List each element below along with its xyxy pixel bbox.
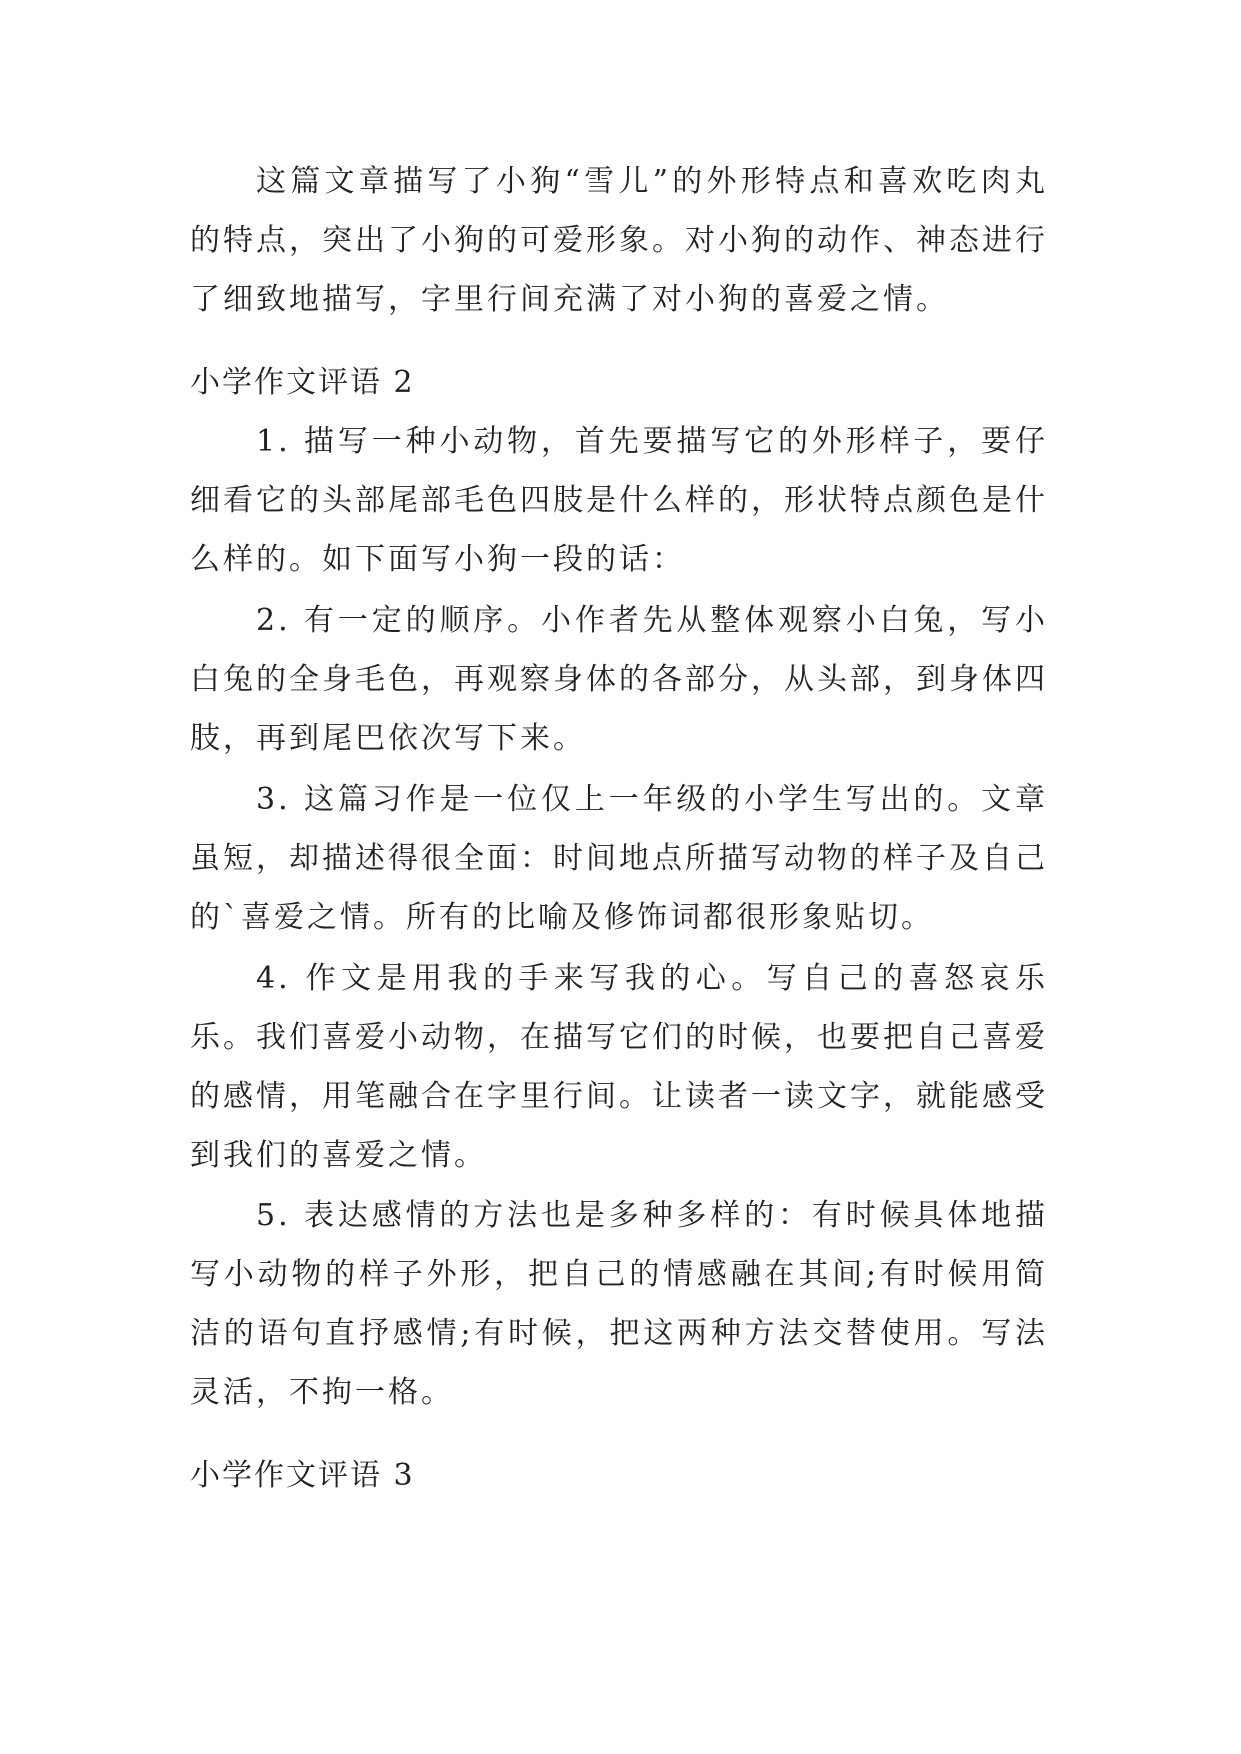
comment-item-2: 2. 有一定的顺序。小作者先从整体观察小白兔，写小白兔的全身毛色，再观察身体的各部分，从头部，到身体四肢，再到尾巴依次写下来。 [190,603,1048,756]
comment-item-1: 1. 描写一种小动物，首先要描写它的外形样子，要仔细看它的头部尾部毛色四肢是什么样的，形状特点颜色是什么样的。如下面写小狗一段的话： [190,424,1048,577]
comment-item-3: 3. 这篇习作是一位仅上一年级的小学生写出的。文章虽短，却描述得很全面：时间地点所描写动物的样子及自己的`喜爱之情。所有的比喻及修饰词都很形象贴切。 [190,782,1048,935]
section-heading-3: 小学作文评语 3 [190,1458,415,1493]
intro-paragraph: 这篇文章描写了小狗“雪儿”的外形特点和喜欢吃肉丸的特点，突出了小狗的可爱形象。对小狗的动作、神态进行了细致地描写，字里行间充满了对小狗的喜爱之情。 [190,164,1048,317]
comment-item-5: 5. 表达感情的方法也是多种多样的：有时候具体地描写小动物的样子外形，把自己的情感融在其间;有时候用简洁的语句直抒感情;有时候，把这两种方法交替使用。写法灵活，不拘一格。 [190,1198,1048,1410]
section-heading-2: 小学作文评语 2 [190,365,415,400]
comment-item-4: 4. 作文是用我的手来写我的心。写自己的喜怒哀乐乐。我们喜爱小动物，在描写它们的时候，也要把自己喜爱的感情，用笔融合在字里行间。让读者一读文字，就能感受到我们的喜爱之情。 [190,961,1048,1173]
